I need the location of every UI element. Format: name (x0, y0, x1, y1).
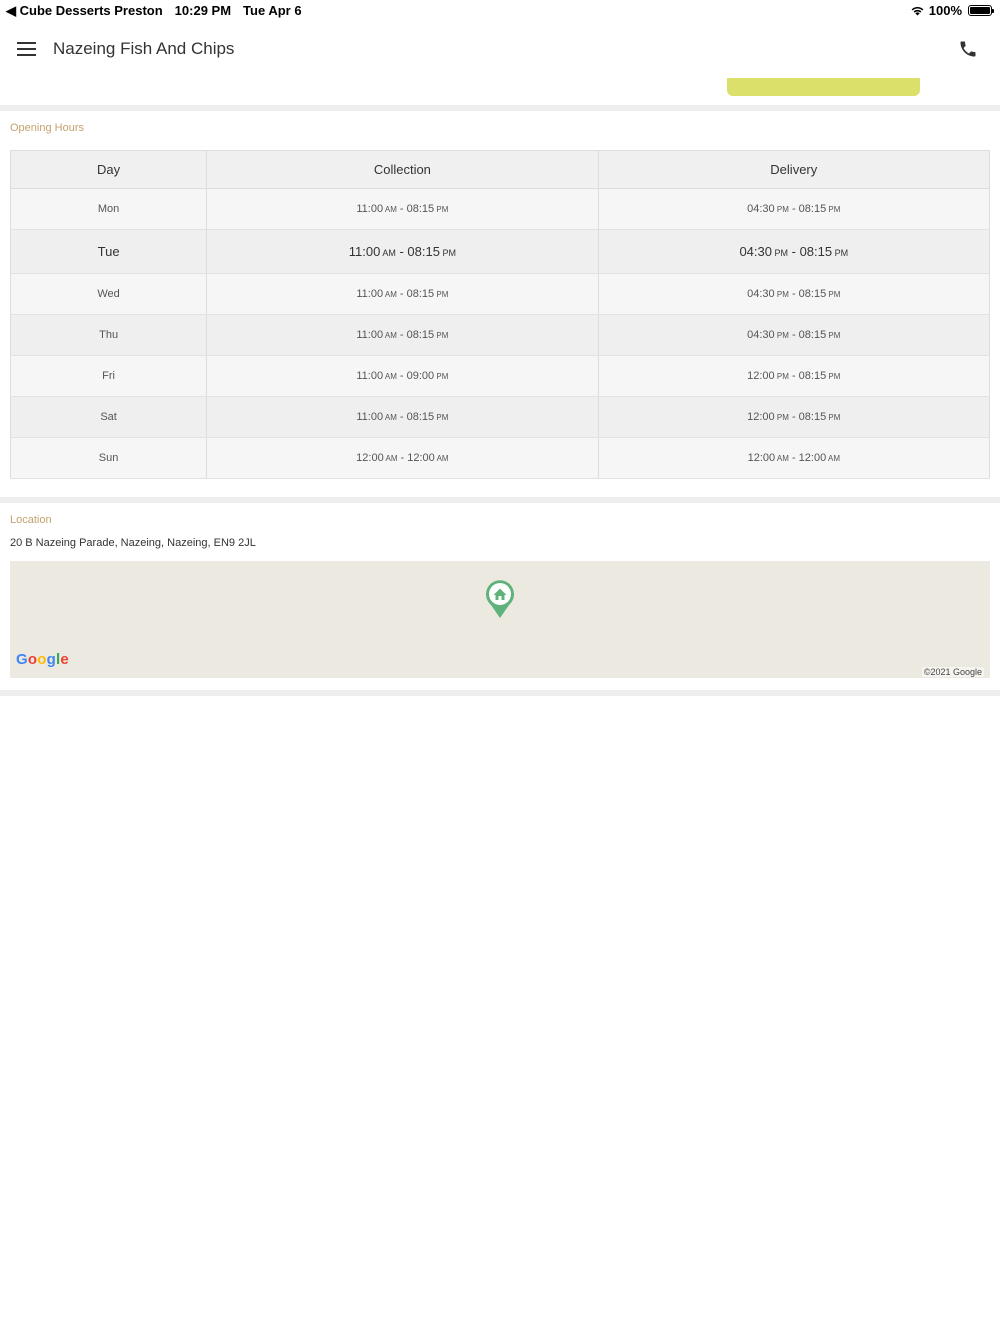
section-divider (0, 690, 1000, 696)
google-logo: Google (16, 651, 69, 668)
status-bar (0, 0, 1000, 22)
table-header-day: Day (11, 151, 207, 189)
phone-icon[interactable] (958, 39, 978, 59)
page-title: Nazeing Fish And Chips (53, 39, 235, 58)
table-header-collection: Collection (207, 151, 598, 189)
delivery-hours-cell: 04:30 PM - 08:15 PM (598, 315, 989, 356)
address-text: 20 B Nazeing Parade, Nazeing, Nazeing, EN9 2JL (10, 537, 256, 549)
day-cell: Mon (11, 189, 207, 230)
collection-hours-cell: 12:00 AM - 12:00 AM (207, 438, 598, 479)
day-cell: Fri (11, 356, 207, 397)
table-row (11, 397, 990, 438)
section-divider (0, 105, 1000, 111)
status-date: Tue Apr 6 (243, 3, 302, 18)
table-row (11, 315, 990, 356)
collection-hours-cell: 11:00 AM - 09:00 PM (207, 356, 598, 397)
day-cell: Sun (11, 438, 207, 479)
delivery-hours-cell: 04:30 PM - 08:15 PM (598, 274, 989, 315)
day-cell: Thu (11, 315, 207, 356)
delivery-hours-cell: 12:00 AM - 12:00 AM (598, 438, 989, 479)
location-map[interactable] (10, 561, 990, 678)
table-row (11, 230, 990, 274)
battery-percent: 100% (928, 3, 962, 18)
day-cell: Wed (11, 274, 207, 315)
day-cell: Sat (11, 397, 207, 438)
collection-hours-cell: 11:00 AM - 08:15 PM (207, 274, 598, 315)
day-cell: Tue (11, 230, 207, 274)
collection-hours-cell: 11:00 AM - 08:15 PM (207, 315, 598, 356)
table-row (11, 438, 990, 479)
collection-hours-cell: 11:00 AM - 08:15 PM (207, 230, 598, 274)
status-time: 10:29 PM (174, 3, 232, 18)
collection-hours-cell: 11:00 AM - 08:15 PM (207, 397, 598, 438)
app-header (0, 22, 1000, 78)
opening-hours-table (10, 150, 990, 479)
opening-hours-label: Opening Hours (10, 122, 84, 134)
delivery-hours-cell: 12:00 PM - 08:15 PM (598, 397, 989, 438)
order-button-tab[interactable] (727, 78, 920, 96)
table-row (11, 274, 990, 315)
location-label: Location (10, 514, 52, 526)
delivery-hours-cell: 04:30 PM - 08:15 PM (598, 230, 989, 274)
delivery-hours-cell: 04:30 PM - 08:15 PM (598, 189, 989, 230)
table-row (11, 189, 990, 230)
table-header-delivery: Delivery (598, 151, 989, 189)
map-copyright: ©2021 Google (923, 667, 982, 677)
home-map-pin-icon[interactable] (484, 577, 516, 619)
battery-icon (968, 5, 992, 16)
table-row (11, 356, 990, 397)
hamburger-menu-icon[interactable] (17, 42, 36, 56)
wifi-icon (910, 5, 925, 16)
section-divider (0, 497, 1000, 503)
delivery-hours-cell: 12:00 PM - 08:15 PM (598, 356, 989, 397)
collection-hours-cell: 11:00 AM - 08:15 PM (207, 189, 598, 230)
back-to-app-link[interactable]: ◀ Cube Desserts Preston (6, 3, 163, 18)
